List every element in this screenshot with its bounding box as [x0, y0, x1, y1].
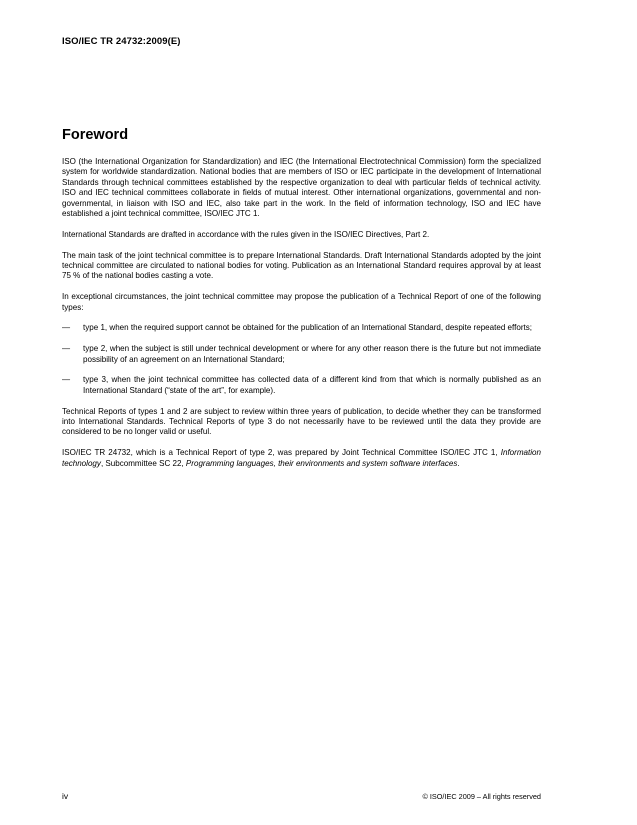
- closing-period: .: [457, 458, 460, 468]
- paragraph-iso-iec-intro: ISO (the International Organization for Standardization) and IEC (the International Electrotechnical Commission) form the specialized system for worldwide standardization. National bodies that are members of ISO or IEC participate in the development of International Standards through technical committees established by the respective organization to deal with particular fields of technical activity. ISO and IEC technical committees collaborate in fields of mutual interest. Other international organizations, governmental and non-governmental, in liaison with ISO and IEC, also take part in the work. In the field of information technology, ISO and IEC have established a joint technical committee, ISO/IEC JTC 1.: [62, 157, 541, 219]
- list-item-text: type 3, when the joint technical committee has collected data of a different kind from that which is normally published as an International Standard (“state of the art”, for example).: [83, 375, 541, 395]
- document-identifier: ISO/IEC TR 24732:2009(E): [62, 36, 181, 47]
- paragraph-exceptional: In exceptional circumstances, the joint technical committee may propose the publication of a Technical Report of one of the following types:: [62, 292, 541, 312]
- paragraph-preparation: [62, 448, 541, 469]
- page-title: Foreword: [62, 127, 129, 143]
- list-item-type-3: [62, 375, 541, 396]
- paragraph-directives: International Standards are drafted in accordance with the rules given in the ISO/IEC Directives, Part 2.: [62, 229, 430, 239]
- subcommittee-title: Programming languages, their environments and system software interfaces: [185, 458, 458, 468]
- copyright-notice: © ISO/IEC 2009 – All rights reserved: [422, 792, 541, 801]
- field-name: Information technology: [62, 448, 541, 468]
- preparation-text: ISO/IEC TR 24732, which is a Technical Report of type 2, was prepared by Joint Technical Committee ISO/IEC JTC 1,: [62, 448, 501, 458]
- em-dash-bullet: —: [62, 375, 71, 385]
- list-item-text: type 1, when the required support cannot be obtained for the publication of an International Standard, despite repeated efforts;: [83, 323, 532, 333]
- list-item-type-2: [62, 344, 541, 365]
- page-number: iv: [62, 791, 69, 801]
- subcommittee-text: , Subcommittee SC 22,: [100, 458, 186, 468]
- em-dash-bullet: —: [62, 344, 71, 354]
- foreword-body: [62, 157, 541, 479]
- paragraph-review: Technical Reports of types 1 and 2 are subject to review within three years of publication, to decide whether they can be transformed into International Standards. Technical Reports of type 3 do not necessarily have to be reviewed until the data they provide are considered to be no longer valid or useful.: [62, 406, 541, 437]
- list-item-text: type 2, when the subject is still under technical development or where for any other reason there is the future but not immediate possibility of an agreement on an International Standard;: [83, 344, 541, 364]
- list-item-type-1: [62, 323, 541, 333]
- em-dash-bullet: —: [62, 323, 71, 333]
- paragraph-main-task: The main task of the joint technical committee is to prepare International Standards. Draft International Standards adopted by the joint technical committee are circulated to national bodies for voting. Publication as an International Standard requires approval by at least 75 % of the national bodies casting a vote.: [62, 250, 541, 281]
